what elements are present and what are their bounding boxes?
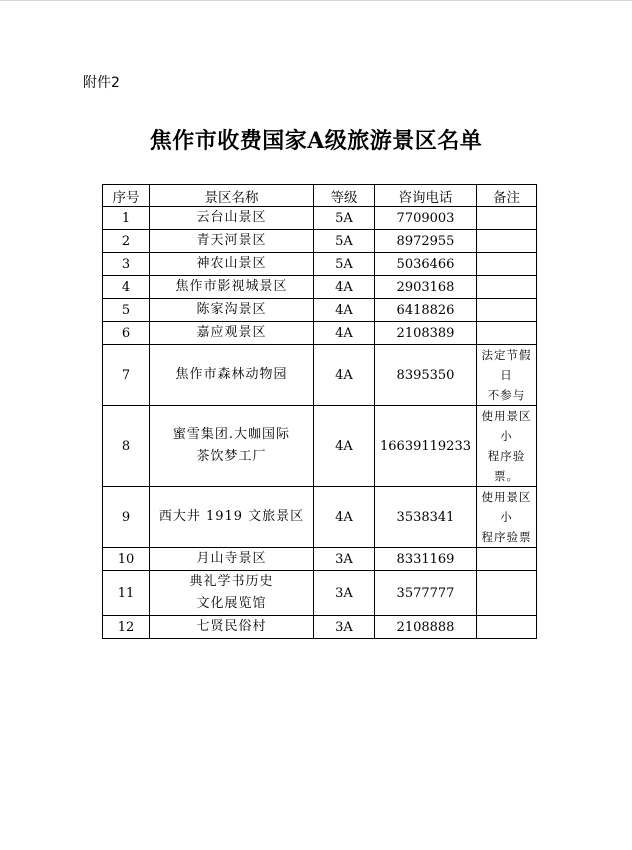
- cell-no: 10: [103, 548, 150, 571]
- cell-name: 七贤民俗村: [150, 616, 314, 639]
- cell-name: 蜜雪集团.大咖国际 茶饮梦工厂: [150, 406, 314, 487]
- cell-no: 3: [103, 253, 150, 276]
- cell-note: [477, 616, 537, 639]
- cell-phone: 8395350: [375, 345, 477, 406]
- table-row: [103, 616, 537, 639]
- cell-grade: 4A: [314, 345, 375, 406]
- cell-no: 11: [103, 571, 150, 616]
- cell-no: 4: [103, 276, 150, 299]
- table-row: [103, 276, 537, 299]
- cell-phone: 2108888: [375, 616, 477, 639]
- cell-note: [477, 322, 537, 345]
- cell-name: 焦作市森林动物园: [150, 345, 314, 406]
- cell-note: [477, 299, 537, 322]
- table-row: [103, 571, 537, 616]
- cell-grade: 4A: [314, 276, 375, 299]
- page-top-border: [0, 0, 632, 1]
- cell-phone: 6418826: [375, 299, 477, 322]
- page-title: 焦作市收费国家A级旅游景区名单: [149, 128, 483, 154]
- table-row: [103, 299, 537, 322]
- cell-note: [477, 253, 537, 276]
- cell-no: 9: [103, 487, 150, 548]
- cell-grade: 3A: [314, 616, 375, 639]
- cell-name: 陈家沟景区: [150, 299, 314, 322]
- table-row: [103, 487, 537, 548]
- cell-grade: 5A: [314, 230, 375, 253]
- cell-phone: 2108389: [375, 322, 477, 345]
- cell-name: 嘉应观景区: [150, 322, 314, 345]
- cell-no: 2: [103, 230, 150, 253]
- cell-phone: 8972955: [375, 230, 477, 253]
- cell-phone: 2903168: [375, 276, 477, 299]
- cell-grade: 4A: [314, 299, 375, 322]
- cell-grade: 5A: [314, 253, 375, 276]
- cell-grade: 5A: [314, 207, 375, 230]
- cell-no: 8: [103, 406, 150, 487]
- cell-note: [477, 276, 537, 299]
- cell-note: [477, 230, 537, 253]
- table-row: [103, 322, 537, 345]
- scenic-area-table: [102, 184, 537, 639]
- cell-note: 法定节假日 不参与: [477, 345, 537, 406]
- cell-grade: 3A: [314, 548, 375, 571]
- table-row: [103, 345, 537, 406]
- table-row: [103, 406, 537, 487]
- cell-name: 焦作市影视城景区: [150, 276, 314, 299]
- table-row: [103, 230, 537, 253]
- cell-name: 西大井 1919 文旅景区: [150, 487, 314, 548]
- cell-phone: 5036466: [375, 253, 477, 276]
- cell-no: 1: [103, 207, 150, 230]
- cell-name: 月山寺景区: [150, 548, 314, 571]
- header-phone: 咨询电话: [375, 185, 477, 207]
- cell-name: 云台山景区: [150, 207, 314, 230]
- cell-note: [477, 207, 537, 230]
- cell-note: 使用景区小 程序验票: [477, 487, 537, 548]
- cell-grade: 4A: [314, 487, 375, 548]
- cell-no: 6: [103, 322, 150, 345]
- cell-no: 12: [103, 616, 150, 639]
- cell-no: 7: [103, 345, 150, 406]
- cell-grade: 4A: [314, 406, 375, 487]
- cell-phone: 7709003: [375, 207, 477, 230]
- header-no: 序号: [103, 185, 150, 207]
- cell-name: 青天河景区: [150, 230, 314, 253]
- table-row: [103, 253, 537, 276]
- cell-no: 5: [103, 299, 150, 322]
- cell-phone: 3577777: [375, 571, 477, 616]
- cell-phone: 3538341: [375, 487, 477, 548]
- header-name: 景区名称: [150, 185, 314, 207]
- cell-grade: 4A: [314, 322, 375, 345]
- table-header-row: [103, 185, 537, 207]
- table-row: [103, 548, 537, 571]
- cell-note: 使用景区小 程序验票。: [477, 406, 537, 487]
- cell-grade: 3A: [314, 571, 375, 616]
- cell-name: 神农山景区: [150, 253, 314, 276]
- header-grade: 等级: [314, 185, 375, 207]
- cell-note: [477, 571, 537, 616]
- header-note: 备注: [477, 185, 537, 207]
- cell-phone: 16639119233: [375, 406, 477, 487]
- cell-name: 典礼学书历史 文化展览馆: [150, 571, 314, 616]
- attachment-label: 附件2: [83, 75, 120, 91]
- cell-phone: 8331169: [375, 548, 477, 571]
- table-row: [103, 207, 537, 230]
- cell-note: [477, 548, 537, 571]
